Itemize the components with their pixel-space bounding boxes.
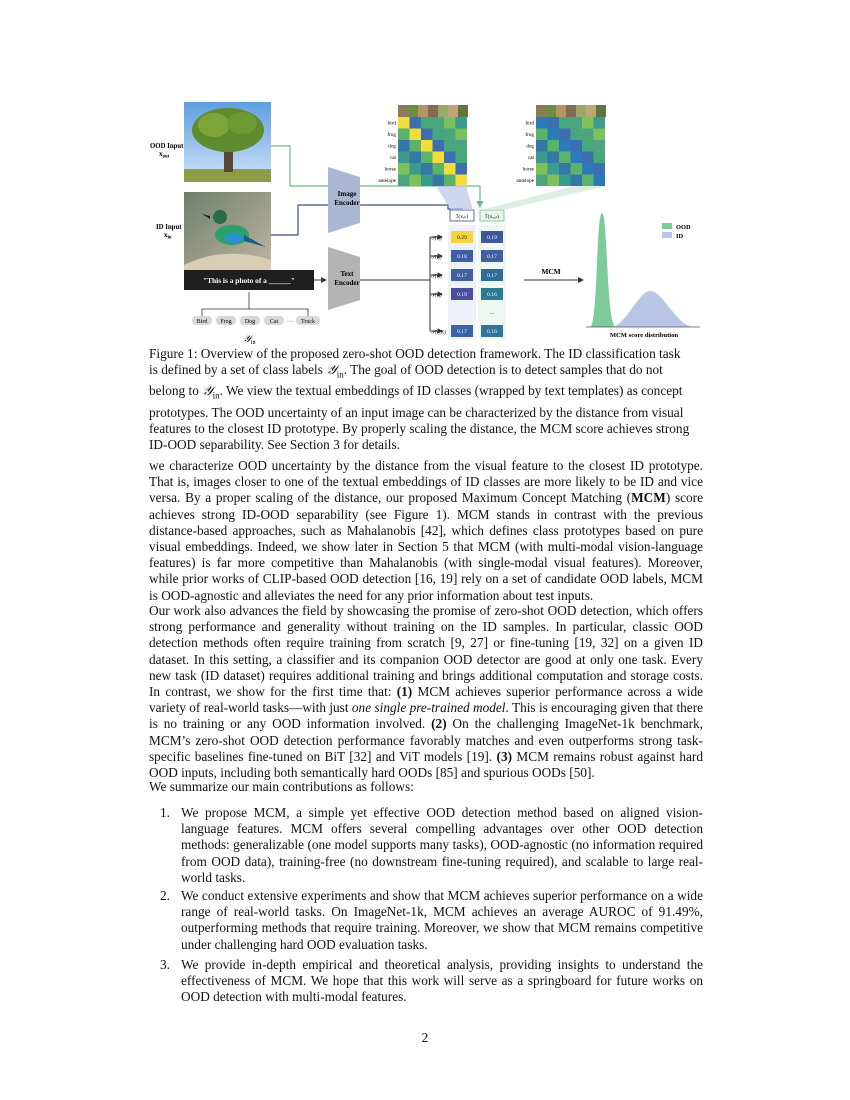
heatmap-cell bbox=[444, 163, 456, 175]
label-set-symbol: 𝒴 bbox=[243, 334, 251, 345]
text-embedding-label: 𝒯(t₄) bbox=[431, 292, 442, 299]
ood-flow-arrow bbox=[271, 146, 328, 186]
caption-line: ID-OOD separability. See Section 3 for details. bbox=[149, 437, 400, 453]
score-out-value: 0.16 bbox=[487, 329, 497, 335]
heatmap-cell bbox=[536, 140, 548, 152]
legend-swatch-ood bbox=[662, 223, 672, 229]
heatmap-cell bbox=[456, 163, 468, 175]
text-embedding-label: 𝒯(t₂) bbox=[431, 254, 442, 261]
figure-1 bbox=[140, 95, 710, 347]
id-input-sub: in bbox=[167, 235, 172, 241]
score-in-value: 0.17 bbox=[457, 273, 467, 279]
heatmap-cell bbox=[456, 117, 468, 129]
thumbnail bbox=[448, 105, 458, 117]
text-run: MCM remains robust against hard OOD inputs, including both semantically hard OODs [85] and spurious OODs [50]. bbox=[149, 748, 703, 781]
heatmap-cell bbox=[594, 129, 606, 141]
heatmap-cell bbox=[536, 163, 548, 175]
ood-input-image bbox=[184, 102, 271, 182]
caption-set-sub: in bbox=[336, 370, 344, 381]
heatmap-cell bbox=[594, 175, 606, 187]
zoom-connector-in bbox=[436, 186, 473, 210]
heatmap-cell bbox=[536, 129, 548, 141]
caption-text: belong to bbox=[149, 383, 203, 399]
text-run: MCM achieves superior performance across a wide variety of real-world tasks—with just bbox=[149, 684, 703, 716]
italic-phrase: one single pre-trained model bbox=[351, 700, 506, 716]
score-out-value: 0.17 bbox=[487, 273, 497, 279]
heatmap-cell bbox=[410, 163, 422, 175]
caption-text: is defined by a set of class labels bbox=[149, 362, 327, 378]
image-encoder-label-1: Image bbox=[337, 190, 357, 198]
text-encoder-label-2: Encoder bbox=[334, 279, 360, 287]
heatmap-out bbox=[516, 105, 606, 186]
heatmap-cell bbox=[548, 117, 560, 129]
heatmap-cell bbox=[582, 140, 594, 152]
figure-caption bbox=[149, 346, 703, 454]
thumbnail bbox=[566, 105, 576, 117]
label-set-sub: in bbox=[250, 340, 256, 346]
list-number: 2. bbox=[160, 888, 170, 903]
label-ellipsis: ··· bbox=[287, 319, 293, 325]
caption-line: Figure 1: Overview of the proposed zero-shot OOD detection framework. The ID classification task bbox=[149, 346, 681, 361]
ood-input-sub: out bbox=[162, 154, 170, 160]
heatmap-in bbox=[378, 105, 468, 186]
heatmap-cell bbox=[559, 129, 571, 141]
ood-distribution bbox=[590, 213, 616, 327]
heatmap-cell bbox=[559, 175, 571, 187]
heatmap-row-label: cat bbox=[527, 155, 534, 161]
paragraph-zero-shot bbox=[149, 603, 703, 781]
text-run: . This is encouraging given that there is no training or any OOD information involved. bbox=[149, 700, 704, 732]
text-embedding-label: 𝒯(t_K) bbox=[431, 329, 446, 336]
heatmap-cell bbox=[582, 175, 594, 187]
column-header-in: ℐ(xᵢₙ) bbox=[455, 214, 469, 220]
heatmap-cell bbox=[398, 140, 410, 152]
heatmap-cell bbox=[536, 175, 548, 187]
thumbnail bbox=[458, 105, 468, 117]
heatmap-cell bbox=[410, 152, 422, 164]
heatmap-cell bbox=[421, 163, 433, 175]
heatmap-cell bbox=[582, 129, 594, 141]
heatmap-cell bbox=[444, 117, 456, 129]
heatmap-row-label: bird bbox=[387, 120, 396, 127]
heatmap-row-label: cat bbox=[389, 155, 396, 161]
heatmap-row-label: dog bbox=[526, 143, 534, 150]
similarity-heatmaps bbox=[378, 105, 606, 210]
heatmap-cell bbox=[548, 129, 560, 141]
label-cat: Cat bbox=[269, 319, 279, 325]
ood-input-label: OOD Input bbox=[150, 143, 184, 150]
caption-text: . The goal of OOD detection is to detect samples that do not bbox=[343, 362, 663, 378]
thumbnail bbox=[408, 105, 418, 117]
heatmap-cell bbox=[582, 163, 594, 175]
heatmap-row-label: horse bbox=[384, 166, 396, 173]
heatmap-cell bbox=[571, 163, 583, 175]
text-run: On the challenging ImageNet-1k benchmark, MCM’s zero-shot OOD detection performance favorably matches and even outperforms strong task-specific baselines fine-tuned on BiT [32] and ViT models [19]. bbox=[149, 716, 704, 764]
text-run: Our work also advances the field by showcasing the promise of zero-shot OOD detection, which offers strong performance and generality without training on the ID samples. In particular, classic OOD detection methods often require training from scratch [9, 27] or fine-tuning [19, 32] on a given ID dataset. In this setting, a classifier and its companion OOD detector are good at only one task. Every new task (ID dataset) requires additional training and brings additional computation and storage costs. In contrast, we show for the first time that: bbox=[149, 603, 703, 700]
heatmap-cell bbox=[582, 152, 594, 164]
legend-label-id: ID bbox=[676, 233, 684, 240]
id-flow-arrow bbox=[271, 205, 328, 235]
mcm-score-distribution bbox=[586, 213, 700, 339]
heatmap-cell bbox=[398, 117, 410, 129]
heatmap-cell bbox=[421, 175, 433, 187]
id-feature-arrow bbox=[360, 205, 462, 217]
score-in-value: ··· bbox=[459, 311, 465, 317]
heatmap-cell bbox=[398, 129, 410, 141]
thumbnail bbox=[596, 105, 606, 117]
legend-label-ood: OOD bbox=[676, 224, 691, 231]
list-text: We provide in-depth empirical and theoretical analysis, providing insights to understand the effectiveness of MCM. We hope that this work will serve as a springboard for future works on OOD detection with multi-modal features. bbox=[181, 957, 703, 1005]
heatmap-cell bbox=[421, 117, 433, 129]
caption-set-symbol: 𝒴 bbox=[202, 383, 213, 399]
heatmap-cell bbox=[456, 152, 468, 164]
score-in-value: 0.29 bbox=[457, 235, 467, 241]
thumbnail bbox=[576, 105, 586, 117]
thumbnail bbox=[586, 105, 596, 117]
bold-marker: (2) bbox=[431, 716, 447, 732]
ood-input-var: x bbox=[159, 150, 163, 158]
score-in-value: 0.17 bbox=[457, 329, 467, 335]
caption-set-symbol: 𝒴 bbox=[326, 362, 337, 378]
bold-marker: (3) bbox=[496, 748, 513, 764]
caption-line: features to the closest ID prototype. By properly scaling the distance, the MCM score achieves strong bbox=[149, 420, 690, 436]
distribution-legend bbox=[662, 223, 691, 240]
heatmap-cell bbox=[536, 152, 548, 164]
heatmap-cell bbox=[594, 140, 606, 152]
text-run: ) score achieves strong ID-OOD separability (see Figure 1). MCM stands in contrast with the previous distance-based approaches, such as Mahalanobis [42], which defines class prototypes based on pure visual embeddings. Indeed, we show later in Section 5 that MCM (with multi-modal vision-language features) is far more competitive than Mahalanobis (with single-modal visual features). Moreover, while prior works of CLIP-based OOD detection [16, 19] rely on a set of candidate OOD labels, MCM is OOD-agnostic and alleviates the need for any prior information about test inputs. bbox=[149, 490, 703, 603]
heatmap-cell bbox=[456, 175, 468, 187]
heatmap-cell bbox=[410, 175, 422, 187]
id-input-image bbox=[184, 192, 271, 279]
legend-swatch-id bbox=[662, 232, 672, 238]
list-text: We conduct extensive experiments and show that MCM achieves superior performance on a wide range of real-world tasks. On ImageNet-1k, MCM achieves an average AUROC of 91.49%, outperforming methods that require training. Moreover, we show that MCM remains competitive under challenging hard OOD evaluation tasks. bbox=[181, 888, 703, 952]
heatmap-cell bbox=[548, 163, 560, 175]
heatmap-row-label: horse bbox=[522, 166, 534, 173]
heatmap-cell bbox=[594, 152, 606, 164]
mcm-bold: MCM bbox=[631, 490, 666, 506]
prompt-text: "This is a photo of a ______" bbox=[203, 276, 295, 285]
id-input-label: ID Input bbox=[156, 224, 182, 231]
thumbnail bbox=[428, 105, 438, 117]
text-embedding-label: 𝒯(t₁) bbox=[431, 235, 442, 242]
list-item bbox=[160, 957, 703, 1006]
label-dog: Dog bbox=[244, 319, 256, 325]
text-embedding-label: 𝒯(t₃) bbox=[431, 273, 442, 280]
heatmap-cell bbox=[456, 129, 468, 141]
heatmap-cell bbox=[456, 140, 468, 152]
id-distribution bbox=[610, 291, 695, 327]
page-number: 2 bbox=[421, 1030, 429, 1045]
thumbnail bbox=[556, 105, 566, 117]
paragraph-contributions-intro: We summarize our main contributions as follows: bbox=[149, 779, 414, 794]
heatmap-row-label: antelope bbox=[378, 178, 396, 184]
heatmap-cell bbox=[571, 129, 583, 141]
list-number: 3. bbox=[160, 957, 170, 972]
heatmap-cell bbox=[433, 175, 445, 187]
score-in-value: 0.19 bbox=[457, 292, 467, 298]
heatmap-cell bbox=[433, 129, 445, 141]
heatmap-row-label: bird bbox=[525, 120, 534, 127]
heatmap-cell bbox=[594, 163, 606, 175]
caption-text: . We view the textual embeddings of ID classes (wrapped by text templates) as concept bbox=[219, 383, 683, 399]
caption-line: prototypes. The OOD uncertainty of an input image can be characterized by the distance from visual bbox=[149, 404, 684, 420]
heatmap-cell bbox=[433, 152, 445, 164]
label-frog: Frog bbox=[220, 319, 232, 325]
column-header-out: ℐ(xₒᵤₜ) bbox=[485, 214, 499, 220]
heatmap-row-label: antelope bbox=[516, 178, 534, 184]
label-pills bbox=[192, 292, 320, 325]
bold-marker: (1) bbox=[396, 684, 413, 700]
heatmap-cell bbox=[594, 117, 606, 129]
heatmap-row-label: dog bbox=[388, 143, 396, 150]
distribution-xlabel: MCM score distribution bbox=[609, 332, 679, 339]
heatmap-cell bbox=[398, 175, 410, 187]
heatmap-cell bbox=[444, 152, 456, 164]
list-item bbox=[160, 888, 703, 953]
thumbnail bbox=[418, 105, 428, 117]
heatmap-cell bbox=[444, 129, 456, 141]
heatmap-cell bbox=[559, 140, 571, 152]
mcm-arrow-label: MCM bbox=[541, 267, 561, 276]
heatmap-cell bbox=[421, 129, 433, 141]
thumbnail bbox=[546, 105, 556, 117]
heatmap-cell bbox=[559, 163, 571, 175]
heatmap-cell bbox=[410, 117, 422, 129]
label-bird: Bird bbox=[196, 319, 208, 325]
heatmap-row-label: frog bbox=[387, 132, 396, 138]
heatmap-cell bbox=[536, 117, 548, 129]
heatmap-cell bbox=[571, 175, 583, 187]
svg-text:𝒴in bbox=[243, 334, 256, 346]
text-run: we characterize OOD uncertainty by the distance from the visual feature to the closest ID prototype. That is, images closer to one of the textual embeddings of ID classes are more likely to be ID and vice versa. By a proper scaling of the distance, our proposed Maximum Concept Matching ( bbox=[149, 458, 703, 506]
list-item bbox=[160, 805, 703, 886]
heatmap-cell bbox=[433, 140, 445, 152]
heatmap-cell bbox=[433, 163, 445, 175]
heatmap-cell bbox=[582, 117, 594, 129]
heatmap-cell bbox=[559, 152, 571, 164]
paragraph-mcm-intro bbox=[149, 458, 703, 604]
list-text: We propose MCM, a simple yet effective OOD detection method based on aligned vision-language features. MCM offers several compelling advantages over other OOD detection methods: generalizable (one model supports many tasks), OOD-agnostic (no information required from OOD data), training-free (no downstream fine-tuning required), and scalable to large real-world tasks. bbox=[181, 805, 703, 885]
image-encoder-label-2: Encoder bbox=[334, 199, 360, 207]
heatmap-cell bbox=[444, 140, 456, 152]
zoom-connector-out bbox=[481, 186, 606, 210]
heatmap-cell bbox=[421, 152, 433, 164]
id-input-var: x bbox=[164, 231, 168, 239]
score-table bbox=[430, 210, 506, 339]
heatmap-cell bbox=[398, 163, 410, 175]
score-out-value: 0.19 bbox=[487, 235, 497, 241]
heatmap-cell bbox=[571, 140, 583, 152]
heatmap-cell bbox=[398, 152, 410, 164]
thumbnail bbox=[438, 105, 448, 117]
heatmap-cell bbox=[433, 117, 445, 129]
score-out-value: 0.16 bbox=[487, 292, 497, 298]
heatmap-cell bbox=[410, 140, 422, 152]
heatmap-cell bbox=[559, 117, 571, 129]
caption-set-sub: in bbox=[212, 391, 220, 402]
heatmap-cell bbox=[410, 129, 422, 141]
heatmap-cell bbox=[548, 140, 560, 152]
score-out-value: 0.17 bbox=[487, 254, 497, 260]
heatmap-cell bbox=[548, 175, 560, 187]
heatmap-row-label: frog bbox=[525, 132, 534, 138]
thumbnail bbox=[536, 105, 546, 117]
heatmap-cell bbox=[571, 117, 583, 129]
heatmap-cell bbox=[444, 175, 456, 187]
score-out-value: ··· bbox=[489, 311, 495, 317]
svg-text:xout bbox=[159, 150, 170, 160]
svg-text:xin bbox=[164, 231, 172, 241]
thumbnail bbox=[398, 105, 408, 117]
heatmap-cell bbox=[421, 140, 433, 152]
list-number: 1. bbox=[160, 805, 170, 820]
heatmap-cell bbox=[548, 152, 560, 164]
text-encoder-label-1: Text bbox=[340, 270, 354, 278]
heatmap-cell bbox=[571, 152, 583, 164]
score-in-value: 0.18 bbox=[457, 254, 467, 260]
label-truck: Truck bbox=[300, 319, 316, 325]
